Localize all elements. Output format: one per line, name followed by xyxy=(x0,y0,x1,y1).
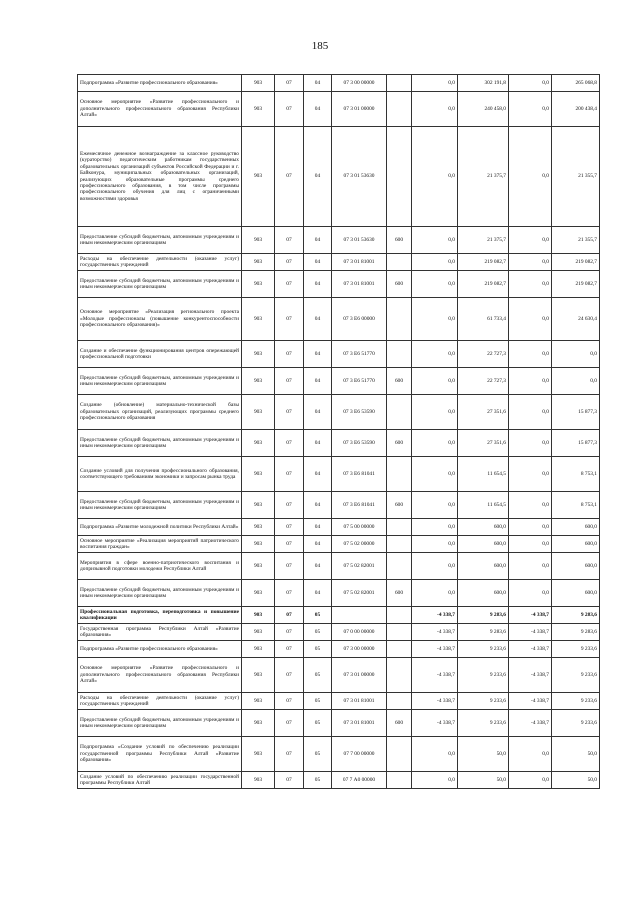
cell-vr: 600 xyxy=(387,430,412,457)
cell-rz: 07 xyxy=(275,457,304,492)
cell-gr: 903 xyxy=(242,492,275,519)
cell-v2: 600,0 xyxy=(458,519,509,536)
cell-v3: 0,0 xyxy=(509,227,552,254)
cell-vr xyxy=(387,519,412,536)
cell-rz: 07 xyxy=(275,772,304,789)
cell-v1: 0,0 xyxy=(412,772,458,789)
cell-gr: 903 xyxy=(242,127,275,227)
cell-v1: 0,0 xyxy=(412,430,458,457)
cell-pr: 05 xyxy=(304,693,332,710)
cell-v2: 9 233,6 xyxy=(458,641,509,658)
cell-v3: 0,0 xyxy=(509,127,552,227)
cell-v2: 22 727,3 xyxy=(458,368,509,395)
cell-v2: 11 654,5 xyxy=(458,457,509,492)
cell-gr: 903 xyxy=(242,75,275,92)
cell-v3: 0,0 xyxy=(509,772,552,789)
cell-name: Предоставление субсидий бюджетным, автономным учреждениям и иным некоммерческим организациям xyxy=(78,492,242,519)
cell-csr: 07 3 01 53630 xyxy=(332,127,387,227)
cell-v1: 0,0 xyxy=(412,75,458,92)
cell-v4: 219 082,7 xyxy=(552,254,600,271)
cell-csr: 07 7 А0 00000 xyxy=(332,772,387,789)
cell-pr: 04 xyxy=(304,368,332,395)
cell-vr xyxy=(387,457,412,492)
cell-gr: 903 xyxy=(242,227,275,254)
cell-v2: 302 191,8 xyxy=(458,75,509,92)
cell-v2: 21 375,7 xyxy=(458,227,509,254)
cell-gr: 903 xyxy=(242,710,275,737)
cell-v2: 9 233,6 xyxy=(458,658,509,693)
cell-v3: 0,0 xyxy=(509,341,552,368)
cell-v4: 15 877,3 xyxy=(552,430,600,457)
cell-gr: 903 xyxy=(242,298,275,341)
cell-gr: 903 xyxy=(242,395,275,430)
cell-v3: 0,0 xyxy=(509,254,552,271)
cell-csr: 07 5 02 82001 xyxy=(332,553,387,580)
cell-v4: 9 283,6 xyxy=(552,624,600,641)
cell-name: Ежемесячное денежное вознаграждение за классное руководство (кураторство) педагогическим работникам государственных образовательных организаций субъектов Российской Федерации и г. Байконура, муниципальных образовательных организаций, реализующих образовательные программы среднего профессионального образования, в том числе программы профессионального обучения для лиц с ограниченными возможностями здоровья xyxy=(78,127,242,227)
table-row xyxy=(78,519,600,536)
table-row xyxy=(78,368,600,395)
cell-gr: 903 xyxy=(242,430,275,457)
table-row xyxy=(78,227,600,254)
cell-v1: -4 338,7 xyxy=(412,624,458,641)
cell-v2: 21 375,7 xyxy=(458,127,509,227)
cell-vr xyxy=(387,658,412,693)
cell-pr: 04 xyxy=(304,254,332,271)
cell-rz: 07 xyxy=(275,492,304,519)
cell-vr: 600 xyxy=(387,710,412,737)
cell-v1: 0,0 xyxy=(412,553,458,580)
cell-vr xyxy=(387,693,412,710)
cell-pr: 04 xyxy=(304,75,332,92)
cell-csr: 07 5 02 82001 xyxy=(332,580,387,607)
cell-v3: 0,0 xyxy=(509,737,552,772)
cell-v2: 600,0 xyxy=(458,580,509,607)
cell-gr: 903 xyxy=(242,737,275,772)
cell-pr: 05 xyxy=(304,624,332,641)
cell-pr: 04 xyxy=(304,492,332,519)
cell-v4: 8 753,1 xyxy=(552,457,600,492)
cell-v2: 219 082,7 xyxy=(458,271,509,298)
cell-gr: 903 xyxy=(242,772,275,789)
cell-v2: 27 351,6 xyxy=(458,430,509,457)
cell-pr: 04 xyxy=(304,271,332,298)
cell-v4: 600,0 xyxy=(552,580,600,607)
cell-name: Предоставление субсидий бюджетным, автономным учреждениям и иным некоммерческим организациям xyxy=(78,710,242,737)
cell-pr: 04 xyxy=(304,430,332,457)
cell-rz: 07 xyxy=(275,536,304,553)
cell-gr: 903 xyxy=(242,254,275,271)
cell-v3: 0,0 xyxy=(509,368,552,395)
cell-pr: 05 xyxy=(304,772,332,789)
cell-csr: 07 3 01 81001 xyxy=(332,693,387,710)
cell-name: Предоставление субсидий бюджетным, автономным учреждениям и иным некоммерческим организациям xyxy=(78,227,242,254)
table-row xyxy=(78,536,600,553)
cell-v1: 0,0 xyxy=(412,341,458,368)
cell-rz: 07 xyxy=(275,271,304,298)
cell-vr: 600 xyxy=(387,368,412,395)
cell-vr xyxy=(387,641,412,658)
cell-pr: 04 xyxy=(304,341,332,368)
cell-vr xyxy=(387,553,412,580)
table-row xyxy=(78,641,600,658)
cell-name: Создание и обеспечение функционирования центров опережающей профессиональной подготовки xyxy=(78,341,242,368)
cell-gr: 903 xyxy=(242,341,275,368)
cell-v4: 9 283,6 xyxy=(552,607,600,624)
cell-csr: 07 3 00 00000 xyxy=(332,75,387,92)
cell-v4: 600,0 xyxy=(552,519,600,536)
cell-rz: 07 xyxy=(275,227,304,254)
cell-v1: 0,0 xyxy=(412,737,458,772)
cell-csr: 07 3 E6 53590 xyxy=(332,395,387,430)
cell-vr: 600 xyxy=(387,492,412,519)
table-row xyxy=(78,737,600,772)
cell-vr xyxy=(387,92,412,127)
cell-pr: 04 xyxy=(304,519,332,536)
table-row xyxy=(78,254,600,271)
cell-vr xyxy=(387,395,412,430)
cell-rz: 07 xyxy=(275,254,304,271)
cell-csr: 07 3 01 00000 xyxy=(332,92,387,127)
cell-v2: 50,0 xyxy=(458,772,509,789)
table-row xyxy=(78,341,600,368)
cell-pr: 05 xyxy=(304,658,332,693)
cell-csr xyxy=(332,607,387,624)
cell-vr xyxy=(387,772,412,789)
cell-v2: 22 727,3 xyxy=(458,341,509,368)
cell-name: Предоставление субсидий бюджетным, автономным учреждениям и иным некоммерческим организациям xyxy=(78,271,242,298)
table-row xyxy=(78,271,600,298)
cell-name: Подпрограмма «Создание условий по обеспечению реализации государственной программы Республики Алтай «Развитие образования» xyxy=(78,737,242,772)
cell-name: Расходы на обеспечение деятельности (оказание услуг) государственных учреждений xyxy=(78,693,242,710)
cell-gr: 903 xyxy=(242,607,275,624)
cell-pr: 04 xyxy=(304,457,332,492)
table-row xyxy=(78,607,600,624)
cell-v1: 0,0 xyxy=(412,254,458,271)
cell-v3: -4 338,7 xyxy=(509,693,552,710)
cell-v4: 50,0 xyxy=(552,772,600,789)
cell-name: Предоставление субсидий бюджетным, автономным учреждениям и иным некоммерческим организациям xyxy=(78,580,242,607)
cell-gr: 903 xyxy=(242,92,275,127)
cell-pr: 04 xyxy=(304,580,332,607)
cell-name: Подпрограмма «Развитие профессионального образования» xyxy=(78,75,242,92)
cell-pr: 04 xyxy=(304,536,332,553)
cell-csr: 07 0 00 00000 xyxy=(332,624,387,641)
cell-rz: 07 xyxy=(275,127,304,227)
cell-gr: 903 xyxy=(242,624,275,641)
cell-v1: 0,0 xyxy=(412,227,458,254)
cell-v1: 0,0 xyxy=(412,457,458,492)
cell-vr xyxy=(387,127,412,227)
cell-rz: 07 xyxy=(275,737,304,772)
cell-v3: 0,0 xyxy=(509,492,552,519)
cell-vr xyxy=(387,737,412,772)
cell-v1: 0,0 xyxy=(412,519,458,536)
cell-rz: 07 xyxy=(275,395,304,430)
cell-v4: 8 753,1 xyxy=(552,492,600,519)
cell-v1: -4 338,7 xyxy=(412,607,458,624)
cell-name: Мероприятия в сфере военно-патриотического воспитания и допризывной подготовки молодежи Республики Алтай xyxy=(78,553,242,580)
cell-name: Расходы на обеспечение деятельности (оказание услуг) государственных учреждений xyxy=(78,254,242,271)
cell-name: Основное мероприятие «Развитие профессионального и дополнительного профессионального образования Республики Алтай» xyxy=(78,658,242,693)
cell-v4: 9 233,6 xyxy=(552,658,600,693)
cell-csr: 07 3 01 53630 xyxy=(332,227,387,254)
cell-csr: 07 3 E6 00000 xyxy=(332,298,387,341)
table-row xyxy=(78,693,600,710)
cell-v4: 600,0 xyxy=(552,536,600,553)
cell-v1: -4 338,7 xyxy=(412,693,458,710)
cell-v4: 24 630,4 xyxy=(552,298,600,341)
cell-csr: 07 7 00 00000 xyxy=(332,737,387,772)
cell-v1: 0,0 xyxy=(412,580,458,607)
cell-name: Государственная программа Республики Алтай «Развитие образования» xyxy=(78,624,242,641)
cell-v1: -4 338,7 xyxy=(412,710,458,737)
cell-v3: 0,0 xyxy=(509,430,552,457)
cell-pr: 05 xyxy=(304,641,332,658)
cell-v1: 0,0 xyxy=(412,395,458,430)
cell-v3: -4 338,7 xyxy=(509,641,552,658)
cell-v3: 0,0 xyxy=(509,395,552,430)
cell-v1: -4 338,7 xyxy=(412,641,458,658)
cell-rz: 07 xyxy=(275,368,304,395)
cell-rz: 07 xyxy=(275,430,304,457)
cell-gr: 903 xyxy=(242,271,275,298)
page-number: 185 xyxy=(311,40,329,52)
cell-gr: 903 xyxy=(242,658,275,693)
cell-v4: 50,0 xyxy=(552,737,600,772)
cell-csr: 07 3 E6 81041 xyxy=(332,492,387,519)
cell-csr: 07 3 E6 51770 xyxy=(332,341,387,368)
cell-v2: 9 233,6 xyxy=(458,710,509,737)
cell-v4: 200 438,4 xyxy=(552,92,600,127)
cell-name: Подпрограмма «Развитие молодежной политики Республики Алтай» xyxy=(78,519,242,536)
cell-v1: 0,0 xyxy=(412,271,458,298)
cell-rz: 07 xyxy=(275,519,304,536)
cell-gr: 903 xyxy=(242,580,275,607)
cell-name: Профессиональная подготовка, переподготовка и повышение квалификации xyxy=(78,607,242,624)
cell-vr: 600 xyxy=(387,227,412,254)
cell-v2: 61 733,4 xyxy=(458,298,509,341)
cell-rz: 07 xyxy=(275,693,304,710)
table-row xyxy=(78,430,600,457)
cell-rz: 07 xyxy=(275,710,304,737)
cell-rz: 07 xyxy=(275,75,304,92)
cell-v2: 9 283,6 xyxy=(458,607,509,624)
cell-csr: 07 5 02 00000 xyxy=(332,536,387,553)
cell-name: Создание условий для получения профессионального образования, соответствующего требованиям экономики и запросам рынка труда xyxy=(78,457,242,492)
cell-name: Создание условий по обеспечению реализации государственной программы Республики Алтай xyxy=(78,772,242,789)
cell-gr: 903 xyxy=(242,457,275,492)
cell-name: Создание (обновление) материально-технической базы образовательных организаций, реализующих программы среднего профессионального образования xyxy=(78,395,242,430)
cell-pr: 05 xyxy=(304,710,332,737)
cell-gr: 903 xyxy=(242,519,275,536)
cell-v3: 0,0 xyxy=(509,271,552,298)
cell-csr: 07 5 00 00000 xyxy=(332,519,387,536)
cell-v4: 600,0 xyxy=(552,553,600,580)
cell-v3: 0,0 xyxy=(509,457,552,492)
cell-v2: 240 458,0 xyxy=(458,92,509,127)
cell-v4: 15 877,3 xyxy=(552,395,600,430)
cell-vr xyxy=(387,341,412,368)
cell-csr: 07 3 00 00000 xyxy=(332,641,387,658)
cell-v4: 9 233,6 xyxy=(552,693,600,710)
cell-rz: 07 xyxy=(275,580,304,607)
table-row xyxy=(78,580,600,607)
cell-v2: 600,0 xyxy=(458,553,509,580)
cell-rz: 07 xyxy=(275,641,304,658)
cell-vr: 600 xyxy=(387,580,412,607)
cell-pr: 04 xyxy=(304,553,332,580)
cell-pr: 05 xyxy=(304,607,332,624)
table-row xyxy=(78,92,600,127)
cell-pr: 04 xyxy=(304,92,332,127)
cell-v3: -4 338,7 xyxy=(509,710,552,737)
cell-vr xyxy=(387,607,412,624)
cell-v2: 50,0 xyxy=(458,737,509,772)
cell-v3: -4 338,7 xyxy=(509,607,552,624)
cell-v3: 0,0 xyxy=(509,75,552,92)
cell-rz: 07 xyxy=(275,92,304,127)
cell-csr: 07 3 01 81001 xyxy=(332,271,387,298)
cell-v4: 265 068,8 xyxy=(552,75,600,92)
budget-table xyxy=(77,74,600,789)
cell-rz: 07 xyxy=(275,341,304,368)
cell-v2: 9 233,6 xyxy=(458,693,509,710)
table-row xyxy=(78,772,600,789)
table-row xyxy=(78,624,600,641)
cell-v3: 0,0 xyxy=(509,580,552,607)
cell-v1: 0,0 xyxy=(412,536,458,553)
cell-vr xyxy=(387,254,412,271)
cell-v2: 27 351,6 xyxy=(458,395,509,430)
cell-pr: 04 xyxy=(304,395,332,430)
cell-name: Предоставление субсидий бюджетным, автономным учреждениям и иным некоммерческим организациям xyxy=(78,368,242,395)
cell-rz: 07 xyxy=(275,607,304,624)
cell-gr: 903 xyxy=(242,553,275,580)
table-row xyxy=(78,75,600,92)
table-row xyxy=(78,457,600,492)
cell-name: Основное мероприятие «Реализация мероприятий патриотического воспитания граждан» xyxy=(78,536,242,553)
table-row xyxy=(78,658,600,693)
cell-csr: 07 3 01 81001 xyxy=(332,710,387,737)
cell-pr: 04 xyxy=(304,298,332,341)
cell-name: Основное мероприятие «Реализация регионального проекта «Молодые профессионалы (повышение конкурентоспособности профессионального образования)» xyxy=(78,298,242,341)
cell-csr: 07 3 01 00000 xyxy=(332,658,387,693)
table-row xyxy=(78,298,600,341)
cell-v1: 0,0 xyxy=(412,298,458,341)
cell-csr: 07 3 E6 81041 xyxy=(332,457,387,492)
cell-gr: 903 xyxy=(242,368,275,395)
cell-v4: 21 355,7 xyxy=(552,127,600,227)
cell-v2: 9 283,6 xyxy=(458,624,509,641)
cell-v1: -4 338,7 xyxy=(412,658,458,693)
cell-gr: 903 xyxy=(242,536,275,553)
cell-rz: 07 xyxy=(275,553,304,580)
cell-name: Основное мероприятие «Развитие профессионального и дополнительного профессионального образования Республики Алтай» xyxy=(78,92,242,127)
cell-v4: 21 355,7 xyxy=(552,227,600,254)
cell-v4: 0,0 xyxy=(552,368,600,395)
cell-v4: 219 082,7 xyxy=(552,271,600,298)
cell-v4: 9 233,6 xyxy=(552,641,600,658)
cell-v3: 0,0 xyxy=(509,92,552,127)
cell-rz: 07 xyxy=(275,658,304,693)
cell-pr: 05 xyxy=(304,737,332,772)
table-row xyxy=(78,492,600,519)
cell-v4: 9 233,6 xyxy=(552,710,600,737)
cell-vr xyxy=(387,75,412,92)
cell-v3: -4 338,7 xyxy=(509,658,552,693)
cell-pr: 04 xyxy=(304,127,332,227)
cell-gr: 903 xyxy=(242,693,275,710)
cell-vr xyxy=(387,298,412,341)
cell-rz: 07 xyxy=(275,298,304,341)
table-row xyxy=(78,710,600,737)
cell-rz: 07 xyxy=(275,624,304,641)
cell-v1: 0,0 xyxy=(412,368,458,395)
cell-v3: 0,0 xyxy=(509,536,552,553)
cell-v1: 0,0 xyxy=(412,92,458,127)
table-row xyxy=(78,395,600,430)
cell-csr: 07 3 01 81001 xyxy=(332,254,387,271)
table-row xyxy=(78,553,600,580)
cell-v1: 0,0 xyxy=(412,127,458,227)
cell-vr xyxy=(387,624,412,641)
cell-v2: 219 082,7 xyxy=(458,254,509,271)
cell-v3: 0,0 xyxy=(509,298,552,341)
table-row xyxy=(78,127,600,227)
cell-v4: 0,0 xyxy=(552,341,600,368)
cell-csr: 07 3 E6 51770 xyxy=(332,368,387,395)
cell-vr xyxy=(387,536,412,553)
cell-name: Подпрограмма «Развитие профессионального образования» xyxy=(78,641,242,658)
cell-gr: 903 xyxy=(242,641,275,658)
cell-csr: 07 3 E6 53590 xyxy=(332,430,387,457)
cell-v3: 0,0 xyxy=(509,519,552,536)
cell-v2: 600,0 xyxy=(458,536,509,553)
cell-pr: 04 xyxy=(304,227,332,254)
cell-v3: 0,0 xyxy=(509,553,552,580)
cell-vr: 600 xyxy=(387,271,412,298)
cell-v2: 11 654,5 xyxy=(458,492,509,519)
cell-v3: -4 338,7 xyxy=(509,624,552,641)
cell-name: Предоставление субсидий бюджетным, автономным учреждениям и иным некоммерческим организациям xyxy=(78,430,242,457)
cell-v1: 0,0 xyxy=(412,492,458,519)
